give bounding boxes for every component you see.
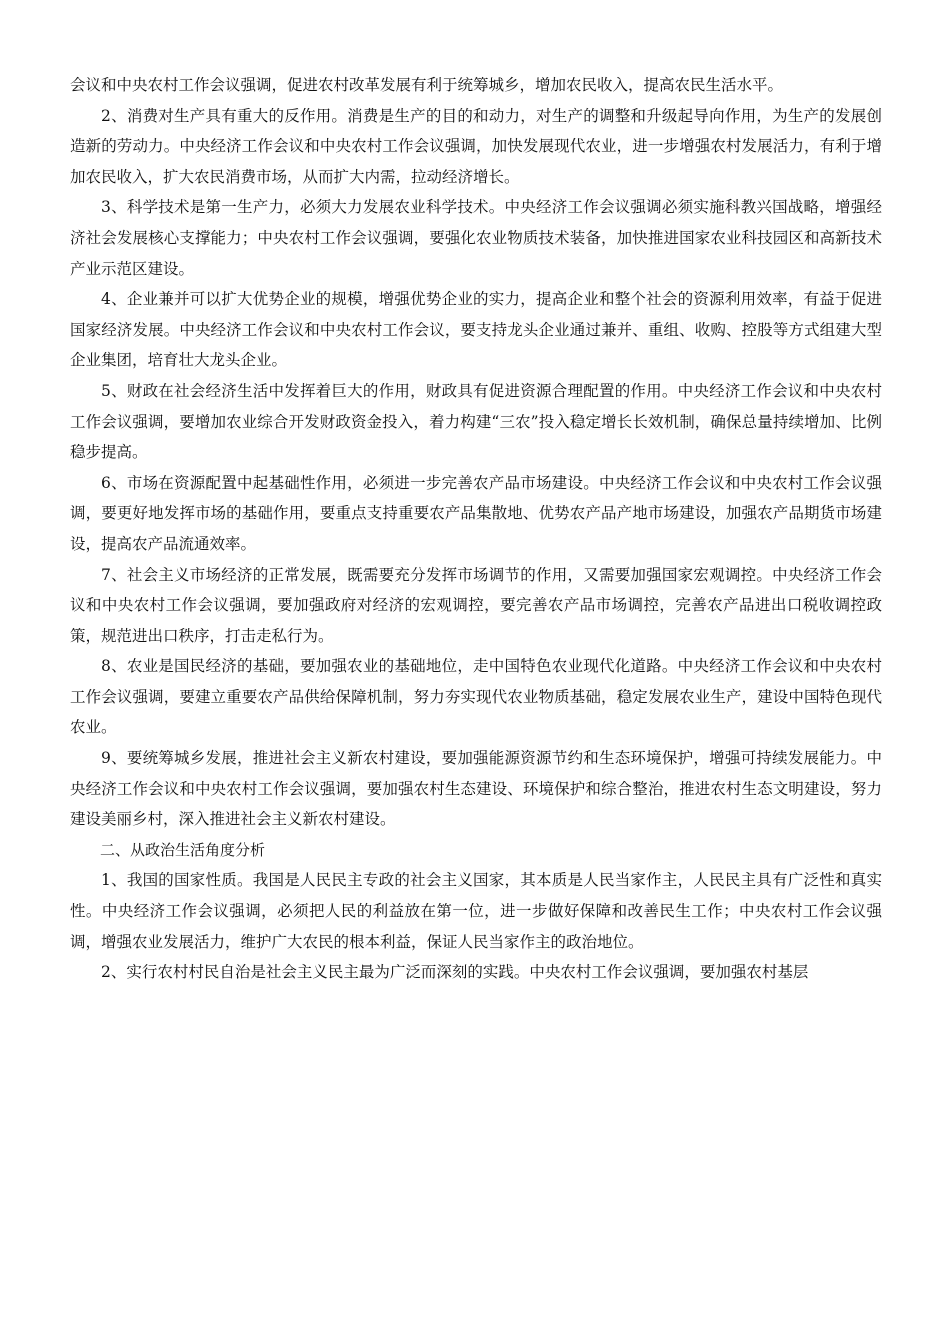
- paragraph-science-technology: 3、科学技术是第一生产力，必须大力发展农业科学技术。中央经济工作会议强调必须实施科教兴国战略，增强经济社会发展核心支撑能力；中央农村工作会议强调，要强化农业物质技术装备，加快推进国家农业科技园区和高新技术产业示范区建设。: [70, 198, 882, 278]
- paragraph-macro-control: 7、社会主义市场经济的正常发展，既需要充分发挥市场调节的作用，又需要加强国家宏观调控。中央经济工作会议和中央农村工作会议强调，要加强政府对经济的宏观调控，要完善农产品市场调控，完善农产品进出口税收调控政策，规范进出口秩序，打击走私行为。: [70, 565, 882, 645]
- paragraph-continued: 会议和中央农村工作会议强调，促进农村改革发展有利于统筹城乡，增加农民收入，提高农民生活水平。: [70, 76, 784, 94]
- document-page: [70, 70, 882, 988]
- paragraph-finance: 5、财政在社会经济生活中发挥着巨大的作用，财政具有促进资源合理配置的作用。中央经济工作会议和中央农村工作会议强调，要增加农业综合开发财政资金投入，着力构建“三农”投入稳定增长长效机制，确保总量持续增加、比例稳步提高。: [70, 381, 882, 462]
- paragraph-market: 6、市场在资源配置中起基础性作用，必须进一步完善农产品市场建设。中央经济工作会议和中央农村工作会议强调，要更好地发挥市场的基础作用，要重点支持重要农产品集散地、优势农产品产地市场建设，加强农产品期货市场建设，提高农产品流通效率。: [70, 473, 882, 553]
- paragraph-urban-rural: 9、要统筹城乡发展，推进社会主义新农村建设，要加强能源资源节约和生态环境保护，增强可持续发展能力。中央经济工作会议和中央农村工作会议强调，要加强农村生态建设、环境保护和综合整治，推进农村生态文明建设，努力建设美丽乡村，深入推进社会主义新农村建设。: [70, 749, 882, 829]
- paragraph-village-autonomy: 2、实行农村村民自治是社会主义民主最为广泛而深刻的实践。中央农村工作会议强调，要加强农村基层: [101, 963, 809, 982]
- paragraph-enterprise-merger: 4、企业兼并可以扩大优势企业的规模，增强优势企业的实力，提高企业和整个社会的资源利用效率，有益于促进国家经济发展。中央经济工作会议和中央农村工作会议，要支持龙头企业通过兼并、重组、收购、控股等方式组建大型企业集团，培育壮大龙头企业。: [70, 290, 882, 370]
- paragraph-agriculture-foundation: 8、农业是国民经济的基础，要加强农业的基础地位，走中国特色农业现代化道路。中央经济工作会议和中央农村工作会议强调，要建立重要农产品供给保障机制，努力夯实现代农业物质基础，稳定发展农业生产，建设中国特色现代农业。: [70, 657, 882, 737]
- section-heading-political: 二、从政治生活角度分析: [100, 840, 266, 859]
- paragraph-consumption: 2、消费对生产具有重大的反作用。消费是生产的目的和动力，对生产的调整和升级起导向作用，为生产的发展创造新的劳动力。中央经济工作会议和中央农村工作会议强调，加快发展现代农业，进一步增强农村发展活力，有利于增加农民收入，扩大农民消费市场，从而扩大内需，拉动经济增长。: [70, 106, 882, 186]
- paragraph-state-nature: 1、我国的国家性质。我国是人民民主专政的社会主义国家，其本质是人民当家作主，人民民主具有广泛性和真实性。中央经济工作会议强调，必须把人民的利益放在第一位，进一步做好保障和改善民生工作；中央农村工作会议强调，增强农业发展活力，维护广大农民的根本利益，保证人民当家作主的政治地位。: [70, 871, 882, 951]
